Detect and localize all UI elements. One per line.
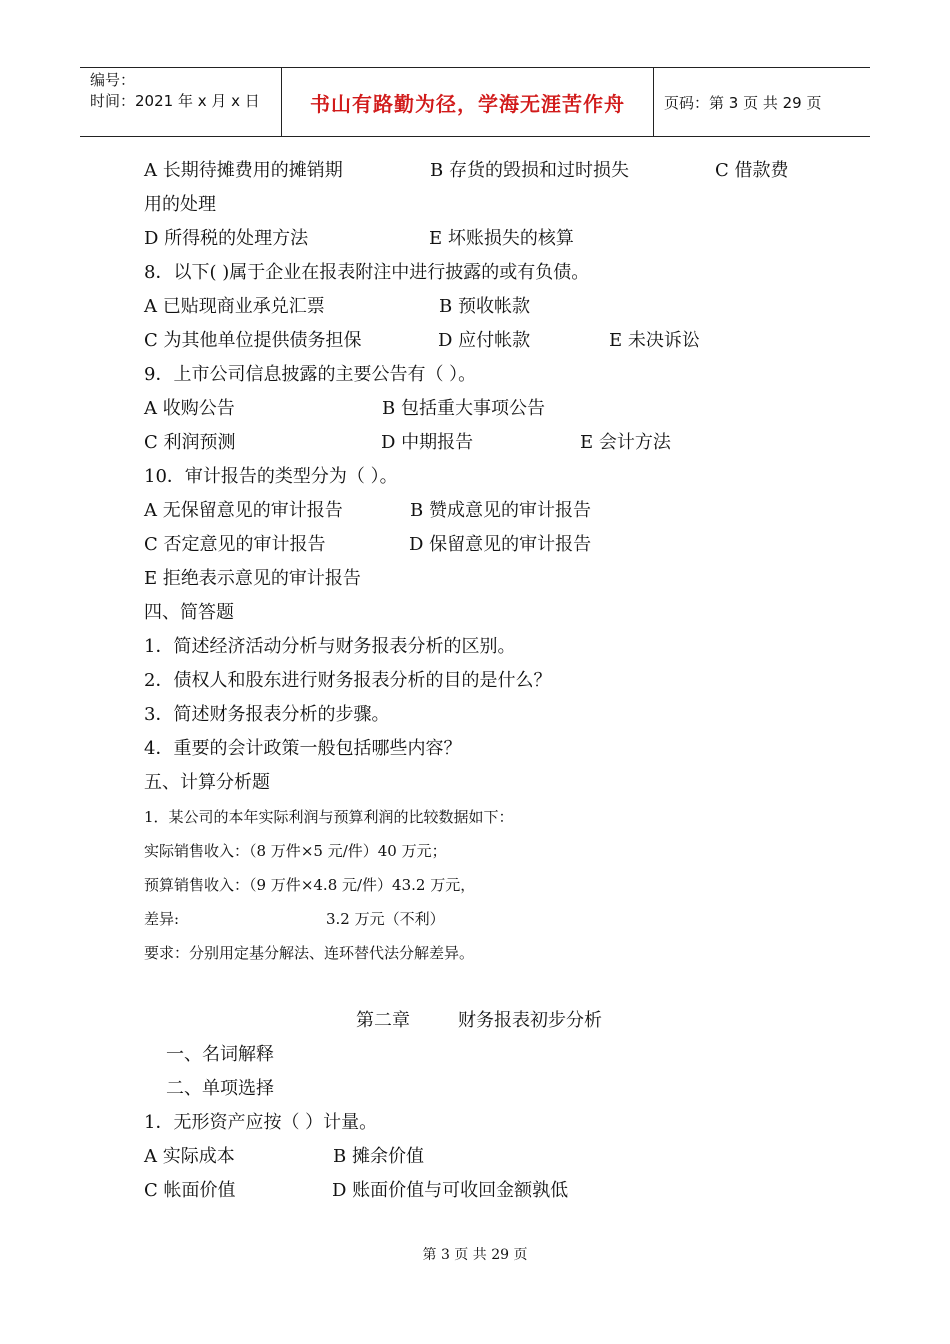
q9-option-e: E 会计方法 bbox=[580, 432, 671, 453]
chapter2-q1-stem: 1．无形资产应按（ ）计量。 bbox=[144, 1112, 378, 1133]
header-info bbox=[80, 68, 282, 136]
page-footer: 第 3 页 共 29 页 bbox=[422, 1247, 528, 1263]
section4-question-2: 2．债权人和股东进行财务报表分析的目的是什么？ bbox=[144, 670, 552, 691]
section4-question-4: 4．重要的会计政策一般包括哪些内容？ bbox=[144, 738, 462, 759]
q10-options-row1 bbox=[144, 494, 844, 528]
q7-option-d: D 所得税的处理方法 bbox=[144, 228, 309, 249]
document-time-label: 时间：2021 年 x 月 x 日 bbox=[90, 92, 260, 110]
page-header bbox=[80, 67, 870, 137]
actual-sales-line: 实际销售收入：（8 万件×5 元/件）40 万元； bbox=[144, 842, 447, 860]
q9-option-c: C 利润预测 bbox=[144, 432, 236, 453]
q10-options-row2 bbox=[144, 528, 844, 562]
q7-options-row2 bbox=[144, 222, 844, 256]
q7-option-c-continued: 用的处理 bbox=[144, 194, 216, 215]
header-motto: 书山有路勤为径，学海无涯苦作舟 bbox=[310, 91, 625, 116]
q7-options-row1 bbox=[144, 154, 844, 188]
section5-question-1: 1．某公司的本年实际利润与预算利润的比较数据如下： bbox=[144, 808, 514, 826]
q8-options-row1 bbox=[144, 290, 844, 324]
q10-option-d: D 保留意见的审计报告 bbox=[409, 534, 592, 555]
q9-options-row1 bbox=[144, 392, 844, 426]
difference-label: 差异: bbox=[144, 910, 180, 928]
difference-value: 3.2 万元（不利） bbox=[326, 910, 445, 928]
header-page-number: 页码：第 3 页 共 29 页 bbox=[664, 93, 822, 112]
q9-option-a: A 收购公告 bbox=[144, 398, 235, 419]
document-body bbox=[144, 154, 844, 1208]
q10-option-e: E 拒绝表示意见的审计报告 bbox=[144, 568, 361, 589]
q8-stem: 8．以下( )属于企业在报表附注中进行披露的或有负债。 bbox=[144, 262, 590, 283]
q10-option-b: B 赞成意见的审计报告 bbox=[410, 500, 591, 521]
section5-title: 五、计算分析题 bbox=[144, 772, 270, 793]
q7-option-e: E 坏账损失的核算 bbox=[429, 228, 574, 249]
q8-option-a: A 已贴现商业承兑汇票 bbox=[144, 296, 325, 317]
q7-option-b: B 存货的毁损和过时损失 bbox=[430, 160, 629, 181]
chapter-number: 第二章 bbox=[356, 1010, 410, 1031]
chapter2-q1-option-b: B 摊余价值 bbox=[333, 1146, 424, 1167]
q9-option-d: D 中期报告 bbox=[381, 432, 474, 453]
q9-options-row2 bbox=[144, 426, 844, 460]
q9-option-b: B 包括重大事项公告 bbox=[382, 398, 545, 419]
chapter2-q1-option-a: A 实际成本 bbox=[144, 1146, 235, 1167]
q8-option-e: E 未决诉讼 bbox=[609, 330, 700, 351]
chapter2-q1-option-d: D 账面价值与可收回金额孰低 bbox=[332, 1180, 569, 1201]
requirement-line: 要求：分别用定基分解法、连环替代法分解差异。 bbox=[144, 944, 475, 962]
q10-stem: 10．审计报告的类型分为（ ）。 bbox=[144, 466, 398, 487]
chapter2-q1-options-row2 bbox=[144, 1174, 844, 1208]
chapter2-section-1: 一、名词解释 bbox=[166, 1044, 274, 1065]
chapter-title bbox=[144, 1004, 814, 1038]
q8-option-c: C 为其他单位提供债务担保 bbox=[144, 330, 362, 351]
chapter2-q1-options-row1 bbox=[144, 1140, 844, 1174]
q7-option-c: C 借款费 bbox=[715, 160, 789, 181]
q8-option-b: B 预收帐款 bbox=[439, 296, 530, 317]
chapter2-section-2: 二、单项选择 bbox=[166, 1078, 274, 1099]
section4-question-1: 1．简述经济活动分析与财务报表分析的区别。 bbox=[144, 636, 516, 657]
chapter2-q1-option-c: C 帐面价值 bbox=[144, 1180, 236, 1201]
difference-line bbox=[144, 902, 844, 936]
q7-option-a: A 长期待摊费用的摊销期 bbox=[144, 160, 343, 181]
section4-question-3: 3．简述财务报表分析的步骤。 bbox=[144, 704, 390, 725]
q8-options-row2 bbox=[144, 324, 844, 358]
q9-stem: 9．上市公司信息披露的主要公告有（ ）。 bbox=[144, 364, 477, 385]
header-motto-cell bbox=[282, 68, 654, 136]
q10-option-a: A 无保留意见的审计报告 bbox=[144, 500, 343, 521]
q10-option-c: C 否定意见的审计报告 bbox=[144, 534, 326, 555]
q8-option-d: D 应付帐款 bbox=[438, 330, 531, 351]
budget-sales-line: 预算销售收入：（9 万件×4.8 元/件）43.2 万元， bbox=[144, 876, 476, 894]
section4-title: 四、简答题 bbox=[144, 602, 234, 623]
document-number-label: 编号： bbox=[90, 71, 136, 89]
chapter-name: 财务报表初步分析 bbox=[458, 1010, 602, 1031]
